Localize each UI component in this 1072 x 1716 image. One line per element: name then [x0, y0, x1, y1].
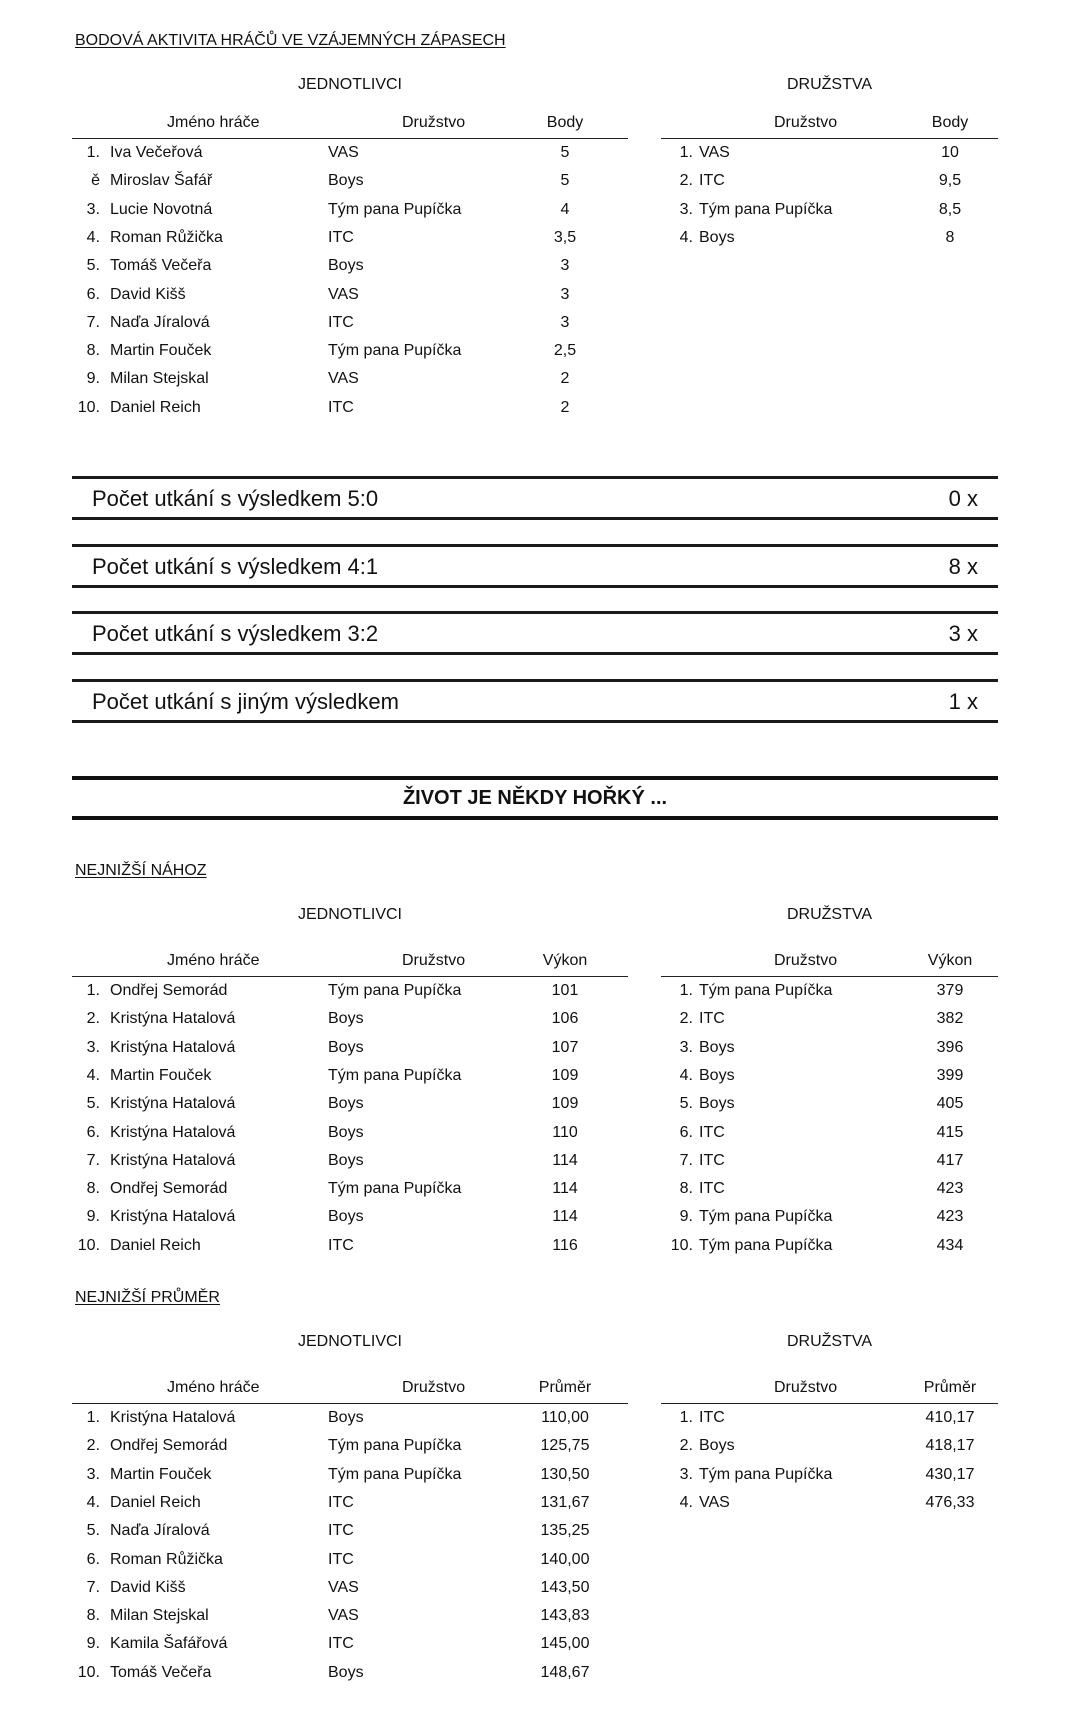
- rank: 9.: [86, 1635, 100, 1653]
- rank: 2.: [679, 172, 693, 190]
- column-header-team: Družstvo: [774, 952, 838, 969]
- rank: ě: [91, 172, 100, 190]
- player-name: Tomáš Večeřa: [110, 1663, 212, 1681]
- lowest-throw-individuals-table: [72, 946, 628, 1261]
- table-row: [661, 1204, 998, 1232]
- team-name: ITC: [328, 228, 354, 246]
- team-name: Boys: [699, 228, 735, 246]
- value: 106: [551, 1010, 579, 1028]
- column-header-value: Body: [546, 114, 584, 131]
- rank: 3.: [86, 1038, 100, 1056]
- rank: 7.: [679, 1151, 693, 1169]
- value: 5: [560, 172, 570, 190]
- result-label: Počet utkání s výsledkem 3:2: [92, 621, 379, 646]
- table-header: [661, 946, 998, 977]
- table-row: [72, 366, 628, 394]
- value: 10: [941, 144, 959, 161]
- value: 379: [936, 982, 964, 999]
- team-name: ITC: [699, 172, 725, 190]
- group-title-teams: DRUŽSTVA: [786, 1333, 873, 1350]
- table-row: [72, 1148, 628, 1176]
- value: 145,00: [540, 1635, 590, 1653]
- team-name: Boys: [328, 1663, 364, 1681]
- value: 3: [560, 257, 570, 275]
- player-name: Roman Růžička: [110, 1550, 223, 1568]
- rank: 1.: [679, 982, 693, 999]
- table-row: [661, 225, 998, 253]
- group-title-individuals: JEDNOTLIVCI: [297, 1333, 402, 1350]
- rank: 7.: [86, 1578, 100, 1596]
- rank: 1.: [86, 1409, 100, 1426]
- player-name: David Kišš: [110, 1578, 186, 1596]
- rank: 6.: [86, 1550, 100, 1568]
- team-name: Tým pana Pupíčka: [328, 1465, 462, 1483]
- team-name: Tým pana Pupíčka: [328, 982, 462, 999]
- value: 382: [936, 1010, 964, 1028]
- table-header: [72, 108, 628, 139]
- team-name: ITC: [699, 1123, 725, 1141]
- player-name: Daniel Reich: [110, 1236, 201, 1254]
- value: 417: [936, 1151, 964, 1169]
- player-name: Kristýna Hatalová: [110, 1038, 236, 1056]
- table-header: [661, 108, 998, 139]
- player-name: Daniel Reich: [110, 398, 201, 416]
- player-name: Roman Růžička: [110, 228, 223, 246]
- player-name: Kristýna Hatalová: [110, 1123, 236, 1141]
- rank: 10.: [77, 398, 100, 416]
- team-name: Boys: [328, 1208, 364, 1226]
- player-name: Kristýna Hatalová: [110, 1208, 236, 1226]
- value: 110,00: [541, 1409, 589, 1426]
- table-row: [661, 1063, 998, 1091]
- rank: 3.: [86, 1465, 100, 1483]
- team-name: ITC: [328, 398, 354, 416]
- team-name: Tým pana Pupíčka: [328, 1437, 462, 1455]
- value: 2: [560, 370, 570, 388]
- player-name: Iva Večeřová: [110, 144, 203, 161]
- value: 423: [936, 1208, 964, 1226]
- result-label: Počet utkání s výsledkem 4:1: [92, 554, 379, 579]
- team-name: ITC: [699, 1151, 725, 1169]
- team-name: Boys: [699, 1095, 735, 1113]
- team-name: Tým pana Pupíčka: [699, 1236, 833, 1254]
- result-count: 1 x: [948, 689, 978, 714]
- team-name: Boys: [328, 1010, 364, 1028]
- team-name: ITC: [328, 1236, 354, 1254]
- table-row: [72, 1660, 628, 1688]
- value: 423: [936, 1180, 964, 1198]
- column-header-player: Jméno hráče: [167, 114, 260, 131]
- table-row: [72, 168, 628, 196]
- rank: 6.: [86, 1123, 100, 1141]
- table-row: [661, 168, 998, 196]
- value: 148,67: [540, 1663, 590, 1681]
- table-row: [72, 1547, 628, 1575]
- table-row: [72, 1518, 628, 1546]
- rank: 10.: [77, 1663, 100, 1681]
- rank: 8.: [86, 1607, 100, 1625]
- value: 2: [560, 398, 570, 416]
- player-name: Milan Stejskal: [110, 1607, 209, 1625]
- table-row: [72, 1063, 628, 1091]
- team-name: ITC: [699, 1180, 725, 1198]
- banner-text: ŽIVOT JE NĚKDY HOŘKÝ ...: [402, 787, 668, 809]
- player-name: David Kišš: [110, 285, 186, 303]
- player-name: Naďa Jíralová: [110, 313, 210, 331]
- team-name: Tým pana Pupíčka: [328, 200, 462, 218]
- value: 410,17: [925, 1409, 975, 1426]
- result-row: [72, 611, 998, 655]
- value: 476,33: [925, 1493, 975, 1511]
- team-name: Boys: [699, 1437, 735, 1455]
- rank: 6.: [86, 285, 100, 303]
- team-name: Boys: [328, 257, 364, 275]
- value: 3,5: [553, 228, 577, 246]
- table-row: [661, 1006, 998, 1034]
- value: 101: [551, 982, 579, 999]
- table-row: [661, 1035, 998, 1063]
- value: 140,00: [540, 1550, 590, 1568]
- player-name: Martin Fouček: [110, 1066, 212, 1084]
- value: 110: [552, 1123, 578, 1141]
- team-name: ITC: [699, 1010, 725, 1028]
- table-row: [72, 1631, 628, 1659]
- player-name: Martin Fouček: [110, 342, 212, 360]
- team-name: ITC: [328, 1550, 354, 1568]
- table-header: [72, 1373, 628, 1404]
- column-header-value: Průměr: [538, 1379, 592, 1396]
- player-name: Daniel Reich: [110, 1493, 201, 1511]
- player-name: Tomáš Večeřa: [110, 257, 212, 275]
- result-row: [72, 679, 998, 723]
- column-header-value: Výkon: [927, 952, 973, 969]
- result-row: [72, 476, 998, 520]
- points-individuals-table: [72, 108, 628, 423]
- team-name: Boys: [328, 172, 364, 190]
- team-name: VAS: [328, 285, 359, 303]
- rank: 4.: [86, 1066, 100, 1084]
- table-row: [72, 1120, 628, 1148]
- team-name: Tým pana Pupíčka: [328, 1180, 462, 1198]
- table-row: [661, 1433, 998, 1461]
- table-row: [661, 1176, 998, 1204]
- table-row: [661, 1490, 998, 1518]
- table-row: [72, 140, 628, 168]
- value: 143,83: [540, 1607, 590, 1625]
- value: 9,5: [938, 172, 962, 190]
- table-row: [72, 282, 628, 310]
- team-name: Tým pana Pupíčka: [699, 982, 833, 999]
- player-name: Kristýna Hatalová: [110, 1409, 236, 1426]
- rank: 3.: [679, 1465, 693, 1483]
- team-name: Tým pana Pupíčka: [699, 1465, 833, 1483]
- player-name: Kamila Šafářová: [110, 1635, 228, 1653]
- player-name: Ondřej Semorád: [110, 1437, 228, 1455]
- value: 135,25: [540, 1522, 590, 1540]
- value: 399: [936, 1066, 964, 1084]
- value: 8,5: [938, 200, 962, 218]
- table-row: [72, 253, 628, 281]
- value: 5: [560, 144, 570, 161]
- result-count: 8 x: [948, 554, 978, 579]
- value: 131,67: [540, 1493, 590, 1511]
- team-name: Tým pana Pupíčka: [328, 342, 462, 360]
- value: 430,17: [925, 1465, 975, 1483]
- table-row: [661, 1091, 998, 1119]
- table-row: [661, 140, 998, 168]
- value: 109: [551, 1066, 579, 1084]
- rank: 5.: [86, 1095, 100, 1113]
- rank: 9.: [86, 1208, 100, 1226]
- banner: [72, 776, 998, 820]
- value: 107: [551, 1038, 579, 1056]
- table-row: [72, 1176, 628, 1204]
- table-row: [72, 395, 628, 423]
- rank: 8.: [86, 342, 100, 360]
- result-row: [72, 544, 998, 588]
- team-name: Boys: [328, 1409, 364, 1426]
- team-name: VAS: [328, 370, 359, 388]
- rank: 5.: [86, 1522, 100, 1540]
- table-header: [72, 946, 628, 977]
- rank: 3.: [86, 200, 100, 218]
- result-count: 0 x: [948, 486, 978, 511]
- team-name: Boys: [328, 1151, 364, 1169]
- rank: 4.: [86, 228, 100, 246]
- team-name: Tým pana Pupíčka: [699, 1208, 833, 1226]
- player-name: Ondřej Semorád: [110, 982, 228, 999]
- value: 418,17: [925, 1437, 975, 1455]
- column-header-player: Jméno hráče: [167, 952, 260, 969]
- rank: 9.: [86, 370, 100, 388]
- table-row: [72, 225, 628, 253]
- group-title-teams: DRUŽSTVA: [786, 76, 873, 93]
- team-name: Boys: [699, 1038, 735, 1056]
- player-name: Kristýna Hatalová: [110, 1010, 236, 1028]
- column-header-player: Jméno hráče: [167, 1379, 260, 1396]
- team-name: ITC: [328, 1522, 354, 1540]
- table-row: [72, 1433, 628, 1461]
- rank: 7.: [86, 313, 100, 331]
- team-name: Boys: [328, 1123, 364, 1141]
- player-name: Lucie Novotná: [110, 200, 213, 218]
- table-row: [72, 310, 628, 338]
- value: 434: [936, 1236, 964, 1254]
- table-row: [72, 978, 628, 1006]
- rank: 1.: [679, 1409, 693, 1426]
- table-row: [72, 1204, 628, 1232]
- column-header-team: Družstvo: [774, 1379, 838, 1396]
- player-name: Kristýna Hatalová: [110, 1151, 236, 1169]
- table-row: [72, 338, 628, 366]
- value: 125,75: [540, 1437, 590, 1455]
- group-title-individuals: JEDNOTLIVCI: [297, 76, 402, 93]
- value: 405: [936, 1095, 964, 1113]
- rank: 5.: [679, 1095, 693, 1113]
- rank: 8.: [86, 1180, 100, 1198]
- table-row: [72, 1490, 628, 1518]
- result-label: Počet utkání s výsledkem 5:0: [92, 486, 379, 511]
- table-row: [72, 1405, 628, 1433]
- lowest-average-individuals-table: [72, 1373, 628, 1688]
- team-name: Boys: [328, 1095, 364, 1113]
- column-header-team: Družstvo: [774, 114, 838, 131]
- team-name: VAS: [328, 144, 359, 161]
- table-row: [72, 1233, 628, 1261]
- player-name: Kristýna Hatalová: [110, 1095, 236, 1113]
- team-name: Boys: [328, 1038, 364, 1056]
- value: 4: [560, 200, 570, 218]
- team-name: VAS: [699, 144, 730, 161]
- team-name: ITC: [328, 1635, 354, 1653]
- rank: 5.: [86, 257, 100, 275]
- team-name: VAS: [328, 1607, 359, 1625]
- table-row: [72, 1091, 628, 1119]
- value: 2,5: [553, 342, 577, 360]
- rank: 2.: [679, 1437, 693, 1455]
- value: 130,50: [540, 1465, 590, 1483]
- section-title-points: BODOVÁ AKTIVITA HRÁČŮ VE VZÁJEMNÝCH ZÁPASECH: [75, 32, 506, 49]
- table-row: [661, 1233, 998, 1261]
- rank: 10.: [670, 1236, 693, 1254]
- group-title-teams: DRUŽSTVA: [786, 906, 873, 923]
- player-name: Naďa Jíralová: [110, 1522, 210, 1540]
- section-title-lowest-throw: NEJNIŽŠÍ NÁHOZ: [75, 862, 207, 879]
- value: 114: [552, 1151, 578, 1169]
- table-row: [661, 1462, 998, 1490]
- column-header-value: Průměr: [923, 1379, 977, 1396]
- rank: 9.: [679, 1208, 693, 1226]
- table-row: [661, 1148, 998, 1176]
- table-row: [661, 1405, 998, 1433]
- value: 114: [552, 1180, 578, 1198]
- rank: 1.: [86, 144, 100, 161]
- value: 3: [560, 313, 570, 331]
- value: 8: [945, 228, 955, 246]
- table-row: [72, 197, 628, 225]
- value: 109: [551, 1095, 579, 1113]
- team-name: Tým pana Pupíčka: [699, 200, 833, 218]
- table-row: [661, 978, 998, 1006]
- value: 3: [560, 285, 570, 303]
- rank: 4.: [679, 1493, 693, 1511]
- team-name: ITC: [699, 1409, 725, 1426]
- result-count: 3 x: [948, 621, 978, 646]
- column-header-team: Družstvo: [402, 1379, 466, 1396]
- section-title-lowest-average: NEJNIŽŠÍ PRŮMĚR: [75, 1289, 220, 1306]
- table-row: [72, 1575, 628, 1603]
- team-name: VAS: [328, 1578, 359, 1596]
- table-header: [661, 1373, 998, 1404]
- team-name: ITC: [328, 1493, 354, 1511]
- rank: 2.: [86, 1010, 100, 1028]
- table-row: [72, 1035, 628, 1063]
- player-name: Milan Stejskal: [110, 370, 209, 388]
- value: 143,50: [540, 1578, 590, 1596]
- column-header-value: Body: [931, 114, 969, 131]
- team-name: ITC: [328, 313, 354, 331]
- value: 415: [936, 1123, 964, 1141]
- rank: 6.: [679, 1123, 693, 1141]
- player-name: Martin Fouček: [110, 1465, 212, 1483]
- table-row: [72, 1006, 628, 1034]
- team-name: VAS: [699, 1493, 730, 1511]
- lowest-throw-teams-table: [661, 946, 998, 1261]
- value: 116: [552, 1236, 578, 1254]
- rank: 8.: [679, 1180, 693, 1198]
- rank: 3.: [679, 1038, 693, 1056]
- rank: 1.: [86, 982, 100, 999]
- column-header-team: Družstvo: [402, 114, 466, 131]
- group-title-individuals: JEDNOTLIVCI: [297, 906, 402, 923]
- rank: 2.: [679, 1010, 693, 1028]
- table-row: [72, 1603, 628, 1631]
- points-teams-table: [661, 108, 998, 253]
- team-name: Tým pana Pupíčka: [328, 1066, 462, 1084]
- player-name: Ondřej Semorád: [110, 1180, 228, 1198]
- table-row: [661, 1120, 998, 1148]
- column-header-value: Výkon: [542, 952, 588, 969]
- rank: 4.: [679, 228, 693, 246]
- rank: 4.: [679, 1066, 693, 1084]
- table-row: [72, 1462, 628, 1490]
- lowest-average-teams-table: [661, 1373, 998, 1518]
- table-row: [661, 197, 998, 225]
- rank: 3.: [679, 200, 693, 218]
- result-label: Počet utkání s jiným výsledkem: [92, 689, 399, 714]
- rank: 4.: [86, 1493, 100, 1511]
- rank: 1.: [679, 144, 693, 161]
- value: 114: [552, 1208, 578, 1226]
- team-name: Boys: [699, 1066, 735, 1084]
- rank: 7.: [86, 1151, 100, 1169]
- column-header-team: Družstvo: [402, 952, 466, 969]
- rank: 2.: [86, 1437, 100, 1455]
- value: 396: [936, 1038, 964, 1056]
- player-name: Miroslav Šafář: [110, 172, 213, 190]
- rank: 10.: [77, 1236, 100, 1254]
